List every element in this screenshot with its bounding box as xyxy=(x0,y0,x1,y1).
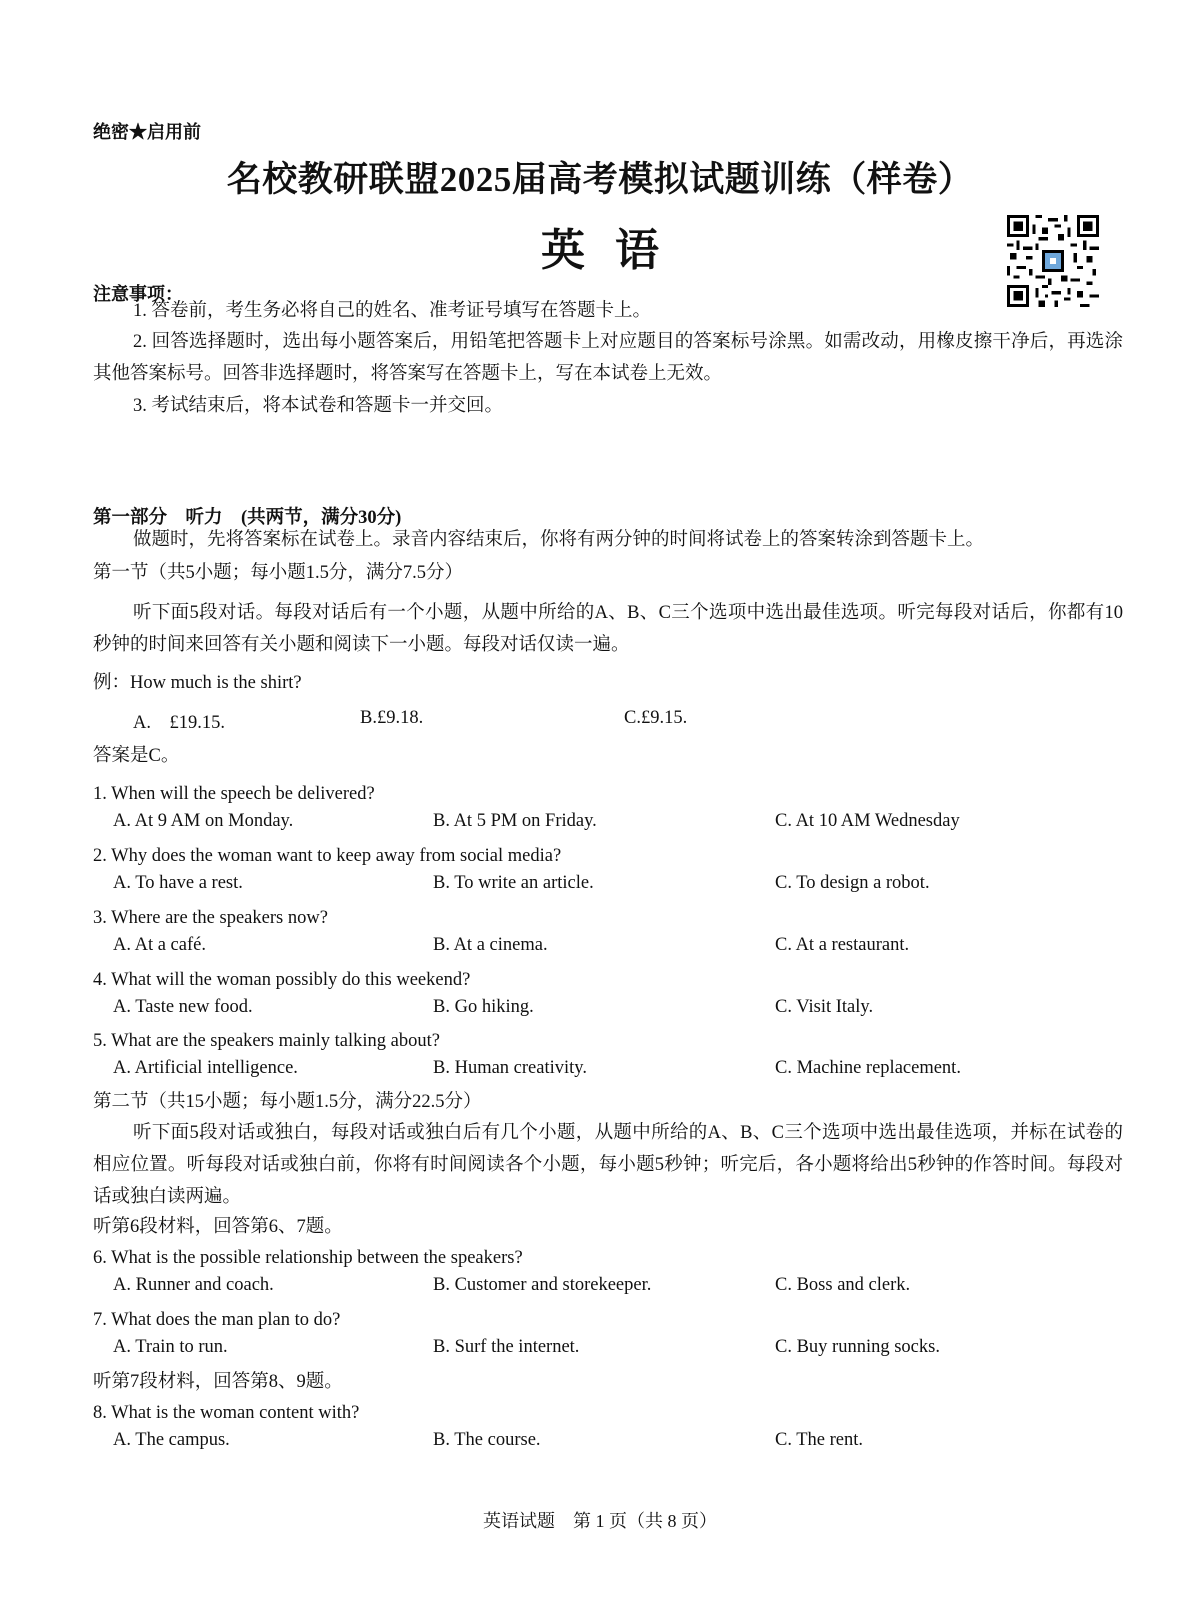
question-6-option-b: B. Customer and storekeeper. xyxy=(433,1275,652,1295)
exam-title: 名校教研联盟2025届高考模拟试题训练（样卷） xyxy=(226,160,974,199)
notice-item-2: 2. 回答选择题时，选出每小题答案后，用铅笔把答题卡上对应题目的答案标号涂黑。如需改动，用橡皮擦干净后，再选涂其他答案标号。回答非选择题时，将答案写在答题卡上，写在本试卷上无效。 xyxy=(93,332,1123,384)
question-3-option-a: A. At a café. xyxy=(113,935,206,955)
example-option-b: B.£9.18. xyxy=(360,708,424,728)
question-3-option-c: C. At a restaurant. xyxy=(775,935,910,955)
example-option-a: A. £19.15. xyxy=(133,713,225,733)
question-2-option-c: C. To design a robot. xyxy=(775,873,930,893)
question-1-option-b: B. At 5 PM on Friday. xyxy=(433,811,597,831)
question-4: 4. What will the woman possibly do this weekend? xyxy=(93,970,471,990)
page-footer: 英语试题 第 1 页（共 8 页） xyxy=(483,1511,717,1531)
question-8-option-c: C. The rent. xyxy=(775,1430,864,1450)
example-option-c: C.£9.15. xyxy=(624,708,688,728)
material-7-label: 听第7段材料，回答第8、9题。 xyxy=(93,1372,343,1392)
question-7-option-a: A. Train to run. xyxy=(113,1337,228,1357)
part1-instruction: 做题时，先将答案标在试卷上。录音内容结束后，你将有两分钟的时间将试卷上的答案转涂到答题卡上。 xyxy=(133,530,985,550)
question-8-option-a: A. The campus. xyxy=(113,1430,230,1450)
notice-item-1: 1. 答卷前，考生务必将自己的姓名、准考证号填写在答题卡上。 xyxy=(133,301,652,321)
qr-code-icon xyxy=(1007,215,1099,307)
question-5: 5. What are the speakers mainly talking about? xyxy=(93,1031,440,1051)
notice-item-3: 3. 考试结束后，将本试卷和答题卡一并交回。 xyxy=(133,396,504,416)
question-4-option-a: A. Taste new food. xyxy=(113,997,253,1017)
question-6: 6. What is the possible relationship between the speakers? xyxy=(93,1248,523,1268)
question-4-option-c: C. Visit Italy. xyxy=(775,997,874,1017)
question-6-option-a: A. Runner and coach. xyxy=(113,1275,274,1295)
question-1: 1. When will the speech be delivered? xyxy=(93,784,375,804)
question-2-option-a: A. To have a rest. xyxy=(113,873,243,893)
question-4-option-b: B. Go hiking. xyxy=(433,997,534,1017)
question-8: 8. What is the woman content with? xyxy=(93,1403,360,1423)
section2-instruction: 听下面5段对话或独白，每段对话或独白后有几个小题，从题中所给的A、B、C三个选项中选出最佳选项，并标在试卷的相应位置。听每段对话或独白前，你将有时间阅读各个小题，每小题5秒钟；听完后，各小题将给出5秒钟的作答时间。每段对话或独白读两遍。 xyxy=(93,1123,1123,1207)
question-2: 2. Why does the woman want to keep away from social media? xyxy=(93,846,562,866)
material-6-label: 听第6段材料，回答第6、7题。 xyxy=(93,1217,343,1237)
question-3: 3. Where are the speakers now? xyxy=(93,908,328,928)
question-5-option-a: A. Artificial intelligence. xyxy=(113,1058,298,1078)
question-1-option-c: C. At 10 AM Wednesday xyxy=(775,811,960,831)
section1-instruction: 听下面5段对话。每段对话后有一个小题，从题中所给的A、B、C三个选项中选出最佳选项。听完每段对话后，你都有10秒钟的时间来回答有关小题和阅读下一小题。每段对话仅读一遍。 xyxy=(93,603,1123,655)
example-question: 例：How much is the shirt? xyxy=(93,673,302,693)
question-1-option-a: A. At 9 AM on Monday. xyxy=(113,811,294,831)
question-3-option-b: B. At a cinema. xyxy=(433,935,548,955)
section2-heading: 第二节（共15小题；每小题1.5分，满分22.5分） xyxy=(93,1092,482,1112)
question-8-option-b: B. The course. xyxy=(433,1430,541,1450)
question-7-option-c: C. Buy running socks. xyxy=(775,1337,940,1357)
question-5-option-c: C. Machine replacement. xyxy=(775,1058,961,1078)
confidential-label: 绝密★启用前 xyxy=(93,122,201,142)
subject-title: 英语 xyxy=(541,226,689,275)
section1-heading: 第一节（共5小题；每小题1.5分，满分7.5分） xyxy=(93,563,464,583)
question-2-option-b: B. To write an article. xyxy=(433,873,594,893)
question-5-option-b: B. Human creativity. xyxy=(433,1058,587,1078)
question-7: 7. What does the man plan to do? xyxy=(93,1310,341,1330)
part1-heading: 第一部分 听力 (共两节，满分30分) xyxy=(93,508,402,528)
notice-heading: 注意事项： xyxy=(93,284,183,304)
question-7-option-b: B. Surf the internet. xyxy=(433,1337,580,1357)
example-answer: 答案是C。 xyxy=(93,746,180,766)
question-6-option-c: C. Boss and clerk. xyxy=(775,1275,911,1295)
